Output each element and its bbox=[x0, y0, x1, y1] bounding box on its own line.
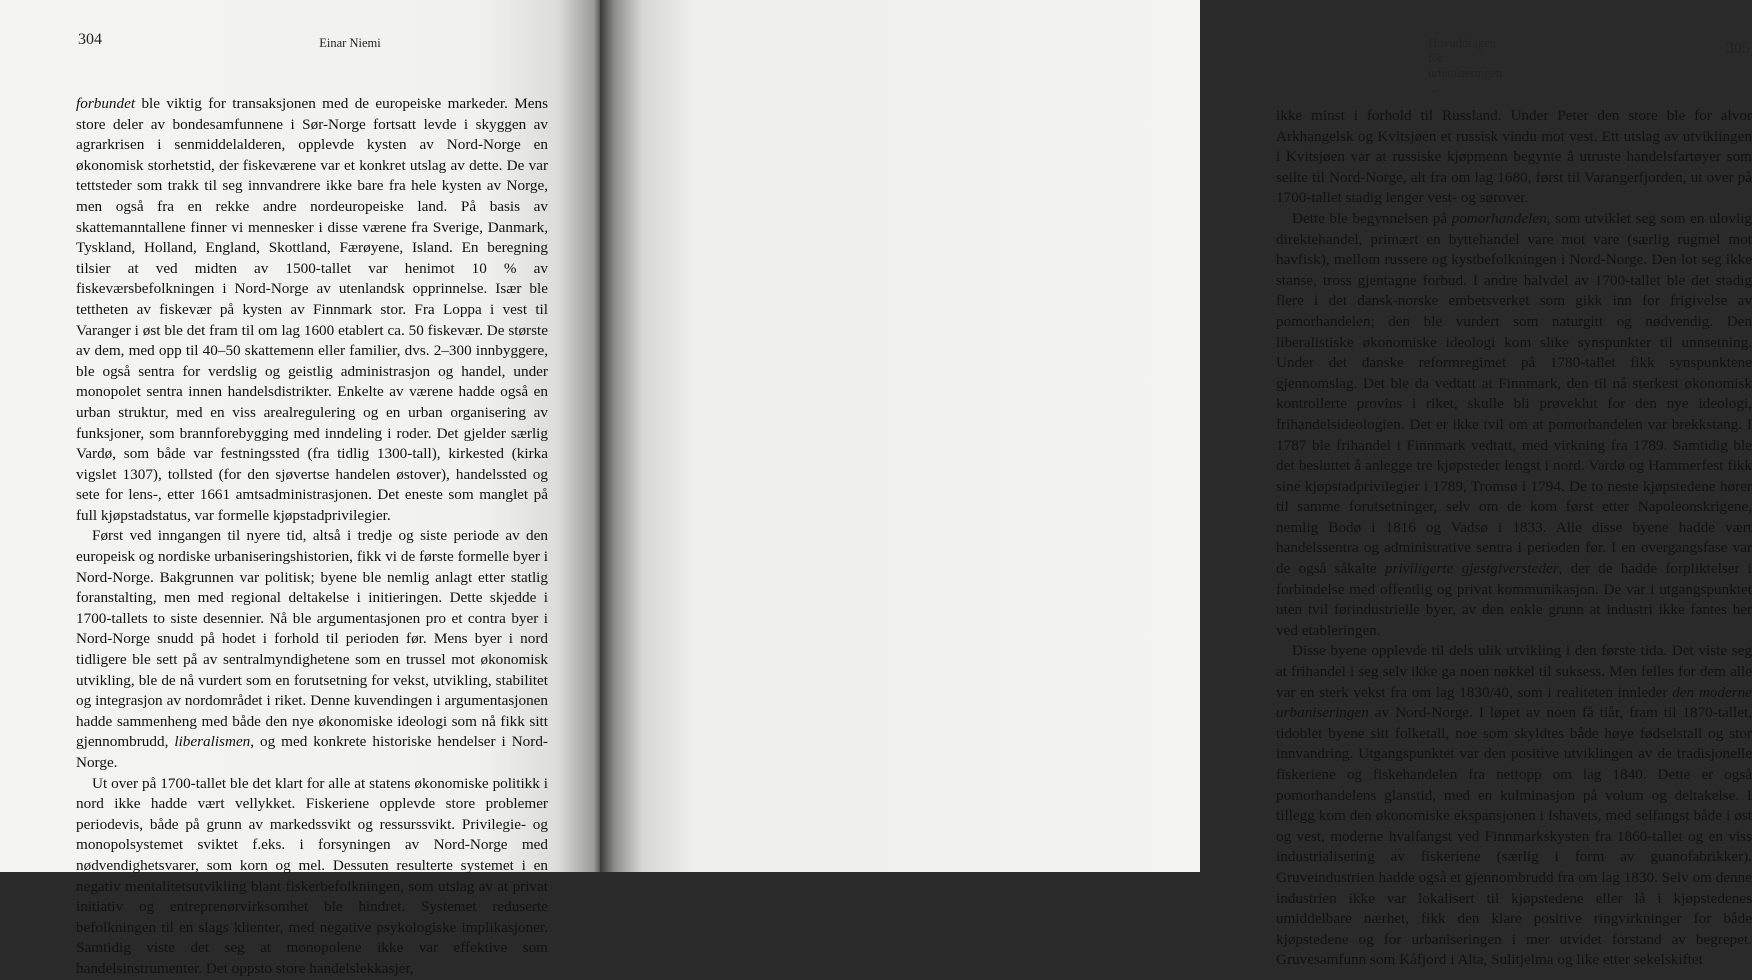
text-run: Ut over på 1700-tallet ble det klart for alle at statens økonomiske politikk i nord ikke hadde vært vellykket. Fiskeriene opplevde store problemer periodevis, både på grunn av markedssvikt og ressurssvikt. Privilegie- og monopolsystemet sviktet f.eks. i forsyningen av Nord-Norge med nødvendighetsvarer, som korn og mel. Dessuten resulterte systemet i en negativ mentalitetsutvikling blant fiskerbefolkningen, som utslag av at privat initiativ og entreprenørvirksomhet ble hindret. Systemet reduserte befolkningen til en slags klienter, med negative psykologiske implikasjoner. Samtidig viste det seg at monopolene ikke var effektive som handelsinstrumenter. Det oppsto store handelslekkasjer, bbox=[76, 774, 548, 977]
body-text bbox=[1276, 106, 1752, 971]
left-page bbox=[0, 0, 600, 977]
page-number: 305 bbox=[1726, 40, 1750, 57]
right-page bbox=[600, 0, 1752, 969]
text-run: av Nord-Norge. I løpet av noen få tiår, fram til 1870-tallet, tidoblet byene sitt folketall, noe som skyldtes både høye fødselstall og stor innvandring. Utgangspunktet var den positive utviklingen av de tradisjonelle fiskeriene og fiskehandelen fra nettopp om lag 1840. Dette er også pomorhandelens glanstid, med en kulminasjon på volum og deltakelse. I tillegg kom den økonomiske ekspansjonen i Ishavets, med selfangst både i øst og vest, moderne hvalfangst ved Finnmarkskysten fra 1860-tallet og en viss industrialisering av fiskeriene (særlig i form av guanofabrikker). Gruveindustrien hadde også et gjennombrudd fra om lag 1830. Selv om denne industrien ikke var lokalisert til kjøpstedene eller lå i kjøpstedenes umiddelbare nærhet, fikk den klare positive ringvirkninger for både kjøpstedene og for urbaniseringen i mer utvidet forstand av begrepet. Gruvesamfunn som Kåfjord i Alta, Sulitjelma og like etter sekelskiftet bbox=[1276, 704, 1752, 969]
text-run: ble viktig for transaksjonen med de europeiske markeder. Mens store deler av bondesamfunnene i Sør-Norge fortsatt levde i skyggen av agrarkrisen i senmiddelalderen, opplevde kysten av Nord-Norge en økonomisk storhetstid, der fiskeværene var et konkret utslag av dette. De var tettsteder som trakk til seg innvandrere ikke bare fra hele kysten av Norge, men også fra en rekke andre nordeuropeiske land. På basis av skattemanntallene finner vi mennesker i disse værene fra Sverige, Danmark, Tyskland, Holland, England, Skottland, Færøyene, Island. En beregning tilsier at ved midten av 1500-tallet var henimot 10 % av fiskeværsbefolkningen i Nord-Norge av utenlandsk opprinnelse. Især ble tettheten av fiskevær på kysten av Finnmark stor. Fra Loppa i vest til Varanger i øst ble det fram til om lag 1600 etablert ca. 50 fiskevær. De største av dem, med opp til 40–50 skattemenn eller familier, dvs. 2–300 innbyggere, ble også sentra for verdslig og geistlig administrasjon og handel, under monopolet sentra innen handelsdistrikter. Enkelte av værene hadde også en urban struktur, med en viss arealregulering og en urban organisering av funksjoner, som brannforebygging med inndeling i roder. Det gjelder særlig Vardø, som både var festningssted (fra tidlig 1300-tall), kirkested (kirka vigslet 1307), tollsted (for den sjøvertse handelen østover), handelssted og sete for lens-, etter 1661 amtsadministrasjonen. Det eneste som manglet på full kjøpstadstatus, var formelle kjøpstadprivilegier. bbox=[76, 95, 548, 524]
body-text bbox=[76, 94, 548, 980]
italic-term: den moderne urbaniseringen bbox=[1276, 683, 1752, 722]
paragraph bbox=[76, 94, 548, 526]
italic-term: forbundet bbox=[76, 95, 136, 112]
paragraph bbox=[76, 526, 548, 773]
text-run: ikke minst i forhold til Russland. Under Peter den store ble for alvor Arkhangelsk og Kvitsjøen et russisk vindu mot vest. Ett utslag av utviklingen i Kvitsjøen var at russiske kjøpmenn begynte å utruste handelsfartøyer som seilte til Nord-Norge, alt fra om lag 1680, først til Varangerfjorden, ut over på 1700-tallet stadig lenger vest- og sørover. bbox=[1276, 107, 1752, 207]
paragraph bbox=[1276, 209, 1752, 641]
text-run: , og med konkrete historiske hendelser i Nord-Norge. bbox=[76, 733, 548, 771]
italic-term: pomorhandelen bbox=[1451, 209, 1547, 227]
italic-term: priviligerte gjestgiversteder bbox=[1385, 560, 1559, 578]
italic-term: liberalismen bbox=[174, 733, 251, 751]
page-number: 304 bbox=[78, 31, 102, 48]
text-run: Dette ble begynnelsen på bbox=[1292, 209, 1452, 227]
text-run: , som utviklet seg som en ulovlig direktehandel, primært en byttehandel vare mot vare (særlig rugmel mot havfisk), mellom russere og kystbefolkningen i Nord-Norge. Den lot seg ikke stanse, tross gjentagne forbud. I andre halvdel av 1700-tallet ble det stadig flere i det dansk-norske embetsverket som gikk inn for frigivelse av pomorhandelen; den ble vurdert som naturgitt og nødvendig. Den liberalistiske økonomiske ideologi kom slike synspunkter til unnsetning. Under det danske reformregimet på 1780-tallet fikk synspunktene gjennomslag. Det ble da vedtatt at Finnmark, den til nå sterkest økonomisk kontrollerte provins i riket, skulle bli prøveklut for den nye ideologi, frihandelsideologien. Det er ikke tvil om at pomorhandelen var brekkstang. I 1787 ble frihandel i Finnmark vedtatt, med virkning fra 1789. Samtidig ble det besluttet å anlegge tre kjøpsteder lengst i nord. Vardø og Hammerfest fikk sine kjøpstadprivilegier i 1789, Tromsø i 1794. De to neste kjøpstedene hører til samme forutsetninger, selv om de kom først etter Napoleonskrigene, nemlig Bodø i 1816 og Vadsø i 1833. Alle disse byene hadde vært handelssentra og administrative sentra i perioden før. I en overgangsfase var de også såkalte bbox=[1276, 209, 1752, 578]
running-head: Hovuddragen för urbaniseringen ... bbox=[1428, 36, 1503, 95]
paragraph bbox=[1276, 641, 1752, 971]
paragraph bbox=[76, 774, 548, 980]
text-run: , der de hadde forpliktelser i forbindelse med offentlig og privat kommunikasjon. De var i utgangspunktet uten tvil førindustrielle byer, av den enkle grunn at industri ikke fantes her ved etableringen. bbox=[1276, 560, 1752, 639]
running-head: Einar Niemi bbox=[319, 36, 381, 50]
text-run: Først ved inngangen til nyere tid, altså i tredje og siste periode av den europeisk og nordiske urbaniseringshistorien, fikk vi de første formelle byer i Nord-Norge. Bakgrunnen var politisk; byene ble nemlig anlagt etter statlig foranstalting, men med regional deltakelse i initieringen. Dette skjedde i 1700-tallets to siste desennier. Nå ble argumentasjonen pro et contra byer i Nord-Norge snudd på hodet i forhold til perioden før. Mens byer i nord tidligere ble sett på av sentralmyndighetene som en trussel mot økonomisk utvikling, ble de nå vurdert som en forutsetning for vekst, utvikling, stabilitet og integrasjon av nordområdet i riket. Denne kuvendingen i argumentasjonen hadde sammenheng med både den nye økonomiske ideologi som nå fikk sitt gjennombrudd, bbox=[76, 527, 548, 751]
text-run: Disse byene opplevde til dels ulik utvikling i den første tida. Det viste seg at frihandel i seg selv ikke ga noen nøkkel til suksess. Men felles for dem alle var en sterk vekst fra om lag 1830/40, som i realiteten innleder bbox=[1276, 642, 1752, 701]
paragraph bbox=[1276, 106, 1752, 209]
